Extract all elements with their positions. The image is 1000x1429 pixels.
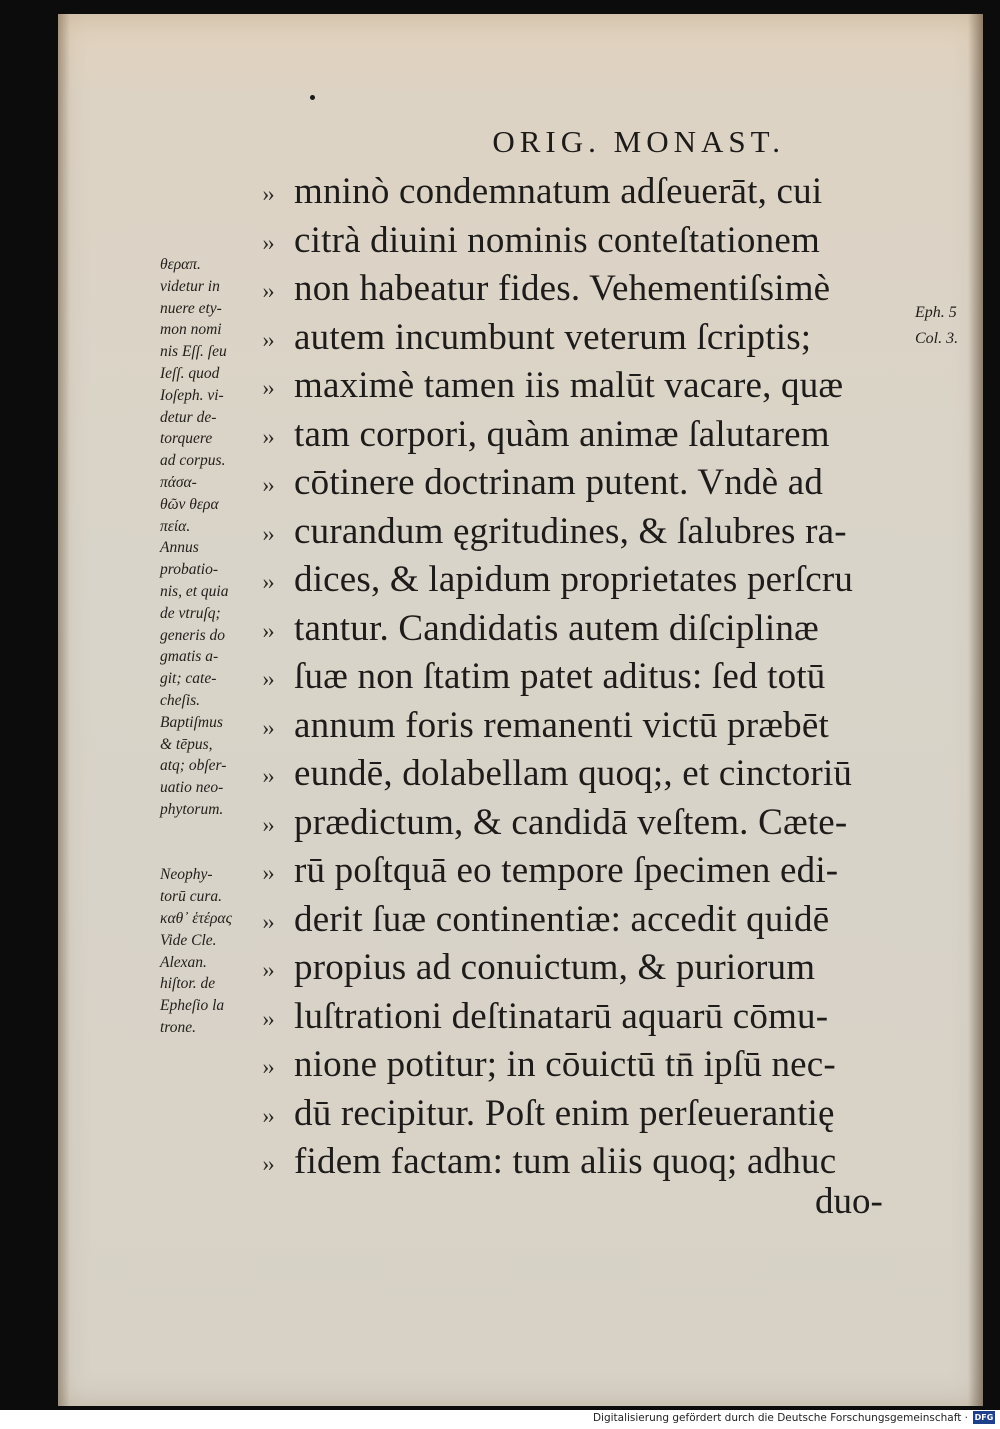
marginal-note-line: Alexan. (160, 953, 207, 971)
quotation-mark: ›› (262, 326, 273, 352)
text-line (262, 459, 912, 508)
text-line (262, 653, 912, 702)
dfg-logo: DFG (974, 1413, 994, 1422)
quotation-mark: ›› (262, 763, 273, 789)
marginal-note-line: ad corpus. (160, 452, 226, 470)
text-line (262, 217, 912, 266)
text-line (262, 1090, 912, 1139)
marginal-note-line: nis Eſſ. ſeu (160, 343, 227, 361)
line-text: rū poſtquā eo tempore ſpecimen edi- (294, 850, 839, 891)
marginal-spacer (160, 843, 262, 865)
marginal-note-line: Vide Cle. (160, 931, 217, 949)
quotation-mark: ›› (262, 714, 273, 740)
text-line (262, 168, 912, 217)
quotation-mark: ›› (262, 617, 273, 643)
text-line (262, 265, 912, 314)
marginal-note-line: phytorum. (160, 800, 224, 818)
text-line (262, 508, 912, 557)
line-text: propius ad conuictum, & puriorum (294, 947, 816, 988)
marginal-note-line: generis do (160, 626, 226, 644)
right-marginalia (915, 300, 958, 352)
quotation-mark: ›› (262, 957, 273, 983)
text-line (262, 1041, 912, 1090)
line-text: maximè tamen iis malūt vacare, quæ (294, 365, 844, 406)
text-line (262, 847, 912, 896)
marginal-note-line: Ioſeph. vi- (160, 386, 224, 404)
marginal-note-line: Annus (160, 539, 199, 557)
marginal-note-line: de vtruſq; (160, 604, 221, 622)
quotation-mark: ›› (262, 520, 273, 546)
line-text: ſuæ non ſtatim patet aditus: ſed totū (294, 656, 826, 697)
marginal-note-line: probatio- (160, 561, 218, 579)
line-text: citrà diuini nominis conteſtationem (294, 219, 820, 261)
quotation-mark: ›› (262, 1054, 273, 1080)
marginal-note-line: torū cura. (160, 888, 222, 906)
quotation-mark: ›› (262, 181, 273, 207)
quotation-mark: ›› (262, 1151, 273, 1177)
quotation-mark: ›› (262, 666, 273, 692)
text-line (262, 896, 912, 945)
line-text: dū recipitur. Poſt enim perſeuerantię (294, 1092, 835, 1134)
marginal-note-line: detur de- (160, 408, 217, 426)
quotation-mark: ›› (262, 1005, 273, 1031)
running-header: ORIG. MONAST. (492, 124, 785, 159)
line-text: curandum ęgritudines, & ſalubres ra- (294, 510, 847, 552)
marginal-note-line: torquere (160, 430, 213, 448)
marginal-note-line: θῶν θερα (160, 495, 219, 513)
line-text: fidem factam: tum aliis quoq; adhuc (294, 1141, 837, 1182)
line-text: tam corpori, quàm animæ ſalutarem (294, 413, 830, 455)
text-line (262, 314, 912, 363)
line-text: luſtrationi deſtinatarū aquarū cōmu- (294, 995, 829, 1037)
marginal-note-line: hiſtor. de (160, 975, 216, 993)
marginal-spacer (160, 821, 262, 843)
marginal-note-line: πεία. (160, 517, 191, 535)
line-text: derit ſuæ continentiæ: accedit quidē (294, 898, 830, 940)
text-line (262, 702, 912, 751)
marginal-note-line: Epheſio la (160, 997, 225, 1015)
body-text (262, 168, 912, 1187)
scripture-reference: Eph. 5 (915, 304, 957, 321)
quotation-mark: ›› (262, 229, 273, 255)
line-text: mninò condemnatum adſeuerāt, cui (294, 171, 823, 212)
marginal-note-line: git; cate- (160, 670, 217, 688)
marginal-note-line: θεραπ. (160, 256, 201, 273)
line-text: prædictum, & candidā veſtem. Cæte- (294, 801, 848, 843)
line-text: eundē, dolabellam quoq;, et cinctoriū (294, 753, 853, 794)
text-line (262, 750, 912, 799)
marginal-note-line: nuere ety- (160, 299, 222, 317)
marginal-note-line: nis, et quia (160, 582, 229, 600)
marginal-note-line: mon nomi (160, 321, 222, 339)
marginal-note-line: & tēpus, (160, 735, 213, 753)
left-marginalia (160, 254, 262, 1039)
quotation-mark: ›› (262, 1102, 273, 1128)
marginal-note-line: Baptiſmus (160, 713, 223, 731)
text-line (262, 993, 912, 1042)
scripture-reference: Col. 3. (915, 330, 959, 347)
marginal-note-line: gmatis a- (160, 648, 219, 666)
line-text: nione potitur; in cōuictū tn̄ ipſū nec- (294, 1044, 836, 1085)
marginal-note-line: uatio neo- (160, 779, 224, 797)
text-line (262, 605, 912, 654)
marginal-note-line: cheſis. (160, 691, 201, 709)
line-text: non habeatur fides. Vehementiſsimè (294, 268, 831, 309)
page-edge-left (58, 14, 70, 1406)
quotation-mark: ›› (262, 811, 273, 837)
marginal-note-line: πάσα- (160, 473, 197, 491)
funding-notice: Digitalisierung gefördert durch die Deutsche Forschungsgemeinschaft · (592, 1412, 968, 1424)
quotation-mark: ›› (262, 278, 273, 304)
quotation-mark: ›› (262, 569, 273, 595)
quotation-mark: ›› (262, 860, 273, 886)
line-text: dices, & lapidum proprietates perſcru (294, 559, 854, 600)
marginal-note-line: καθ᾽ ἑτέρας (160, 909, 232, 927)
text-line (262, 411, 912, 460)
quotation-mark: ›› (262, 375, 273, 401)
line-text: cōtinere doctrinam putent. Vndè ad (294, 462, 824, 503)
marginal-note-line: Neophy- (160, 866, 213, 884)
text-line (262, 944, 912, 993)
quotation-mark: ›› (262, 423, 273, 449)
quotation-mark: ›› (262, 908, 273, 934)
text-line (262, 799, 912, 848)
line-text: annum foris remanenti victū præbēt (294, 704, 829, 746)
marginal-note-line: trone. (160, 1018, 197, 1036)
quotation-mark: ›› (262, 472, 273, 498)
line-text: tantur. Candidatis autem diſciplinæ (294, 607, 819, 649)
marginal-note-line: Ieſſ. quod (160, 364, 220, 382)
line-text: autem incumbunt veterum ſcriptis; (294, 316, 812, 358)
text-line (262, 556, 912, 605)
marginal-note-line: videtur in (160, 277, 220, 295)
ink-dot (310, 95, 315, 100)
marginal-note-line: atq; obſer- (160, 757, 227, 775)
text-line (262, 362, 912, 411)
catchword: duo- (815, 1181, 883, 1222)
page-edge-right (968, 14, 983, 1406)
